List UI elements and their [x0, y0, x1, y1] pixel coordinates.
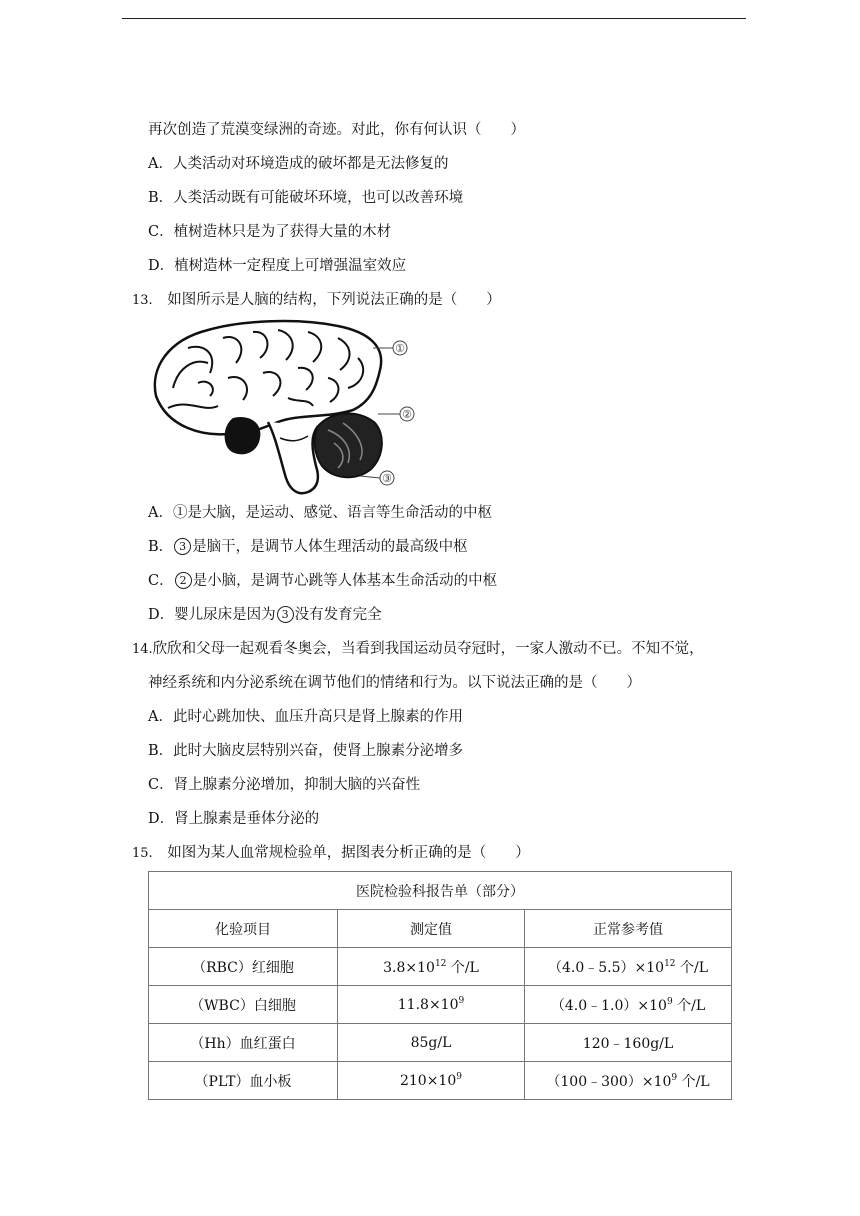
cell-reference: $(100﹣300)\times 10^9$ 个/L: [525, 1062, 732, 1100]
q14-option-a: A．此时心跳加快、血压升高只是肾上腺素的作用: [148, 709, 463, 725]
circled-number-2: 2: [175, 572, 192, 589]
cell-value: 85g/L: [338, 1024, 525, 1062]
q13-stem: 如图所示是人脑的结构，下列说法正确的是（ ）: [167, 292, 501, 308]
table-row: [149, 986, 732, 1024]
circled-number-3: 3: [277, 606, 294, 623]
cell-item: （WBC）白细胞: [149, 986, 338, 1024]
q12-stem: 再次创造了荒漠变绿洲的奇迹。对此，你有何认识（ ）: [148, 122, 525, 138]
option-b-text: 是脑干，是调节人体生理活动的最高级中枢: [192, 539, 468, 555]
blood-test-report-table: [148, 871, 732, 1100]
brain-diagram: [148, 318, 418, 500]
q13-number: 13.: [132, 293, 153, 308]
table-header-row: [149, 910, 732, 948]
q14-stem-1: 欣欣和父母一起观看冬奥会，当看到我国运动员夺冠时，一家人激动不已。不知不觉，: [152, 641, 704, 657]
cell-reference: $(4.0﹣5.5)\times 10^{12}$ 个/L: [525, 948, 732, 986]
option-d-prefix: D．婴儿尿床是因为: [148, 607, 276, 623]
table-row: [149, 1062, 732, 1100]
cell-reference: $(4.0﹣1.0)\times 10^9$ 个/L: [525, 986, 732, 1024]
q12-option-a: A．人类活动对环境造成的破坏都是无法修复的: [148, 156, 449, 172]
cell-value: $3.8\times 10^{12}$ 个/L: [338, 948, 525, 986]
table-row: [149, 1024, 732, 1062]
header-reference: 正常参考值: [525, 910, 732, 948]
q14-option-b: B．此时大脑皮层特别兴奋，使肾上腺素分泌增多: [148, 743, 464, 759]
q14-number: 14.: [132, 642, 153, 657]
option-c-text: 是小脑，是调节心跳等人体基本生命活动的中枢: [192, 573, 498, 589]
cell-item: （RBC）红细胞: [149, 948, 338, 986]
q13-option-d: [148, 605, 382, 625]
cell-value: $210\times 10^9$: [338, 1062, 525, 1100]
q14-line1: [132, 639, 704, 660]
header-rule: [122, 18, 746, 19]
cerebellum-shape: [315, 413, 382, 477]
q14-stem-2: 神经系统和内分泌系统在调节他们的情绪和行为。以下说法正确的是（ ）: [148, 675, 641, 691]
table-row: [149, 948, 732, 986]
q13-line: [132, 290, 501, 311]
q12-option-c: C．植树造林只是为了获得大量的木材: [148, 224, 392, 240]
cell-reference: 120﹣160g/L: [525, 1024, 732, 1062]
table-title: 医院检验科报告单（部分）: [149, 872, 732, 910]
cell-value: $11.8\times 10^9$: [338, 986, 525, 1024]
q15-stem: 如图为某人血常规检验单，据图表分析正确的是（ ）: [167, 845, 530, 861]
q12-option-b: B．人类活动既有可能破坏环境，也可以改善环境: [148, 190, 464, 206]
figure-label-1: ①: [395, 342, 405, 355]
header-item: 化验项目: [149, 910, 338, 948]
header-value: 测定值: [338, 910, 525, 948]
q15-line: [132, 843, 530, 864]
q13-option-c: [148, 571, 497, 591]
option-c-prefix: C．: [148, 573, 174, 589]
q13-option-b: [148, 537, 468, 557]
q15-number: 15.: [132, 846, 153, 861]
figure-label-2: ②: [402, 408, 412, 421]
table-title-row: [149, 872, 732, 910]
q14-option-d: D．肾上腺素是垂体分泌的: [148, 811, 320, 827]
cell-item: （Hh）血红蛋白: [149, 1024, 338, 1062]
q13-option-a: A．①是大脑，是运动、感觉、语言等生命活动的中枢: [148, 505, 492, 521]
q12-option-d: D．植树造林一定程度上可增强温室效应: [148, 258, 407, 274]
cell-item: （PLT）血小板: [149, 1062, 338, 1100]
brainstem-shape: [268, 422, 318, 493]
figure-label-3: ③: [382, 472, 392, 485]
option-b-prefix: B．: [148, 539, 174, 555]
dark-region-shape: [225, 417, 261, 454]
circled-number-3: 3: [174, 538, 191, 555]
option-d-text: 没有发育完全: [294, 607, 382, 623]
q14-option-c: C．肾上腺素分泌增加，抑制大脑的兴奋性: [148, 777, 421, 793]
